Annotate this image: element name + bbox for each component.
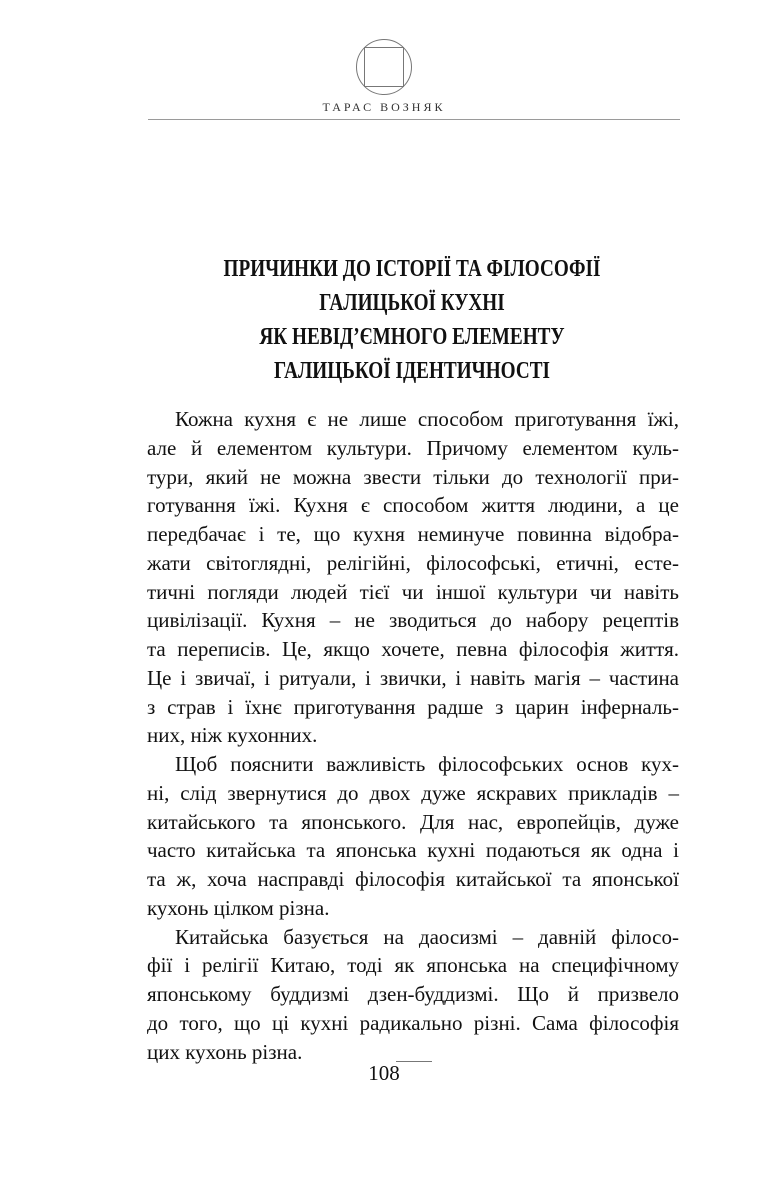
- paragraph: [147, 923, 679, 1067]
- text-line: Кожна кухня є не лише способом приготування їжі,: [175, 407, 679, 431]
- body-text: [147, 405, 679, 1066]
- chapter-title-line: ГАЛИЦЬКОЇ ІДЕНТИЧНОСТІ: [273, 358, 550, 384]
- text-line: часто китайська та японська кухні подаються як одна і: [147, 838, 679, 863]
- text-line: з страв і їхнє приготування радше з царин інферналь-: [147, 694, 679, 719]
- text-line: Китайська базується на даосизмі – давній філосо-: [175, 924, 679, 949]
- text-line: передбачає і те, що кухня неминуче повинна відобра-: [147, 522, 679, 546]
- text-line: жати світоглядні, релігійні, філософські, етичні, есте-: [147, 550, 679, 575]
- page-number: 108: [368, 1061, 400, 1085]
- text-line: ні, слід звернутися до двох дуже яскравих прикладів –: [147, 780, 679, 805]
- chapter-title-line: ПРИЧИНКИ ДО ІСТОРІЇ ТА ФІЛОСОФІЇ: [223, 256, 601, 282]
- text-line: цих кухонь різна.: [147, 1039, 303, 1064]
- paragraph: [147, 405, 679, 750]
- header-divider: [148, 119, 680, 120]
- chapter-title-line: ЯК НЕВІД’ЄМНОГО ЕЛЕМЕНТУ: [259, 324, 565, 350]
- text-line: цивілізації. Кухня – не зводиться до набору рецептів: [147, 608, 679, 633]
- chapter-title-line: ГАЛИЦЬКОЇ КУХНІ: [319, 290, 505, 316]
- circle-square-emblem-icon: [355, 38, 413, 96]
- text-line: японському буддизмі дзен-буддизмі. Що й призвело: [147, 982, 679, 1006]
- chapter-title: [178, 252, 645, 388]
- text-line: до того, що ці кухні радикально різні. Сама філософія: [147, 1010, 679, 1035]
- paragraph: [147, 750, 679, 923]
- text-line: тичні погляди людей тієї чи іншої культури чи навіть: [147, 579, 679, 604]
- text-line: них, ніж кухонних.: [147, 723, 318, 748]
- text-line: готування їжі. Кухня є способом життя людини, а це: [147, 493, 679, 518]
- text-line: але й елементом культури. Причому елементом куль-: [147, 435, 679, 460]
- text-line: та переписів. Це, якщо хочете, певна філософія життя.: [147, 637, 679, 661]
- text-line: Це і звичаї, і ритуали, і звички, і навіть магія – частина: [147, 665, 679, 690]
- text-line: Щоб пояснити важливість філософських основ кух-: [175, 752, 679, 776]
- text-line: фії і релігії Китаю, тоді як японська на специфічному: [147, 953, 679, 978]
- text-line: та ж, хоча насправді філософія китайської та японської: [147, 867, 679, 891]
- text-line: кухонь цілком різна.: [147, 895, 330, 920]
- running-header-author: ТАРАС ВОЗНЯК: [322, 100, 446, 114]
- text-line: китайського та японського. Для нас, европейців, дуже: [147, 809, 679, 834]
- text-line: тури, який не можна звести тільки до технології при-: [147, 464, 679, 489]
